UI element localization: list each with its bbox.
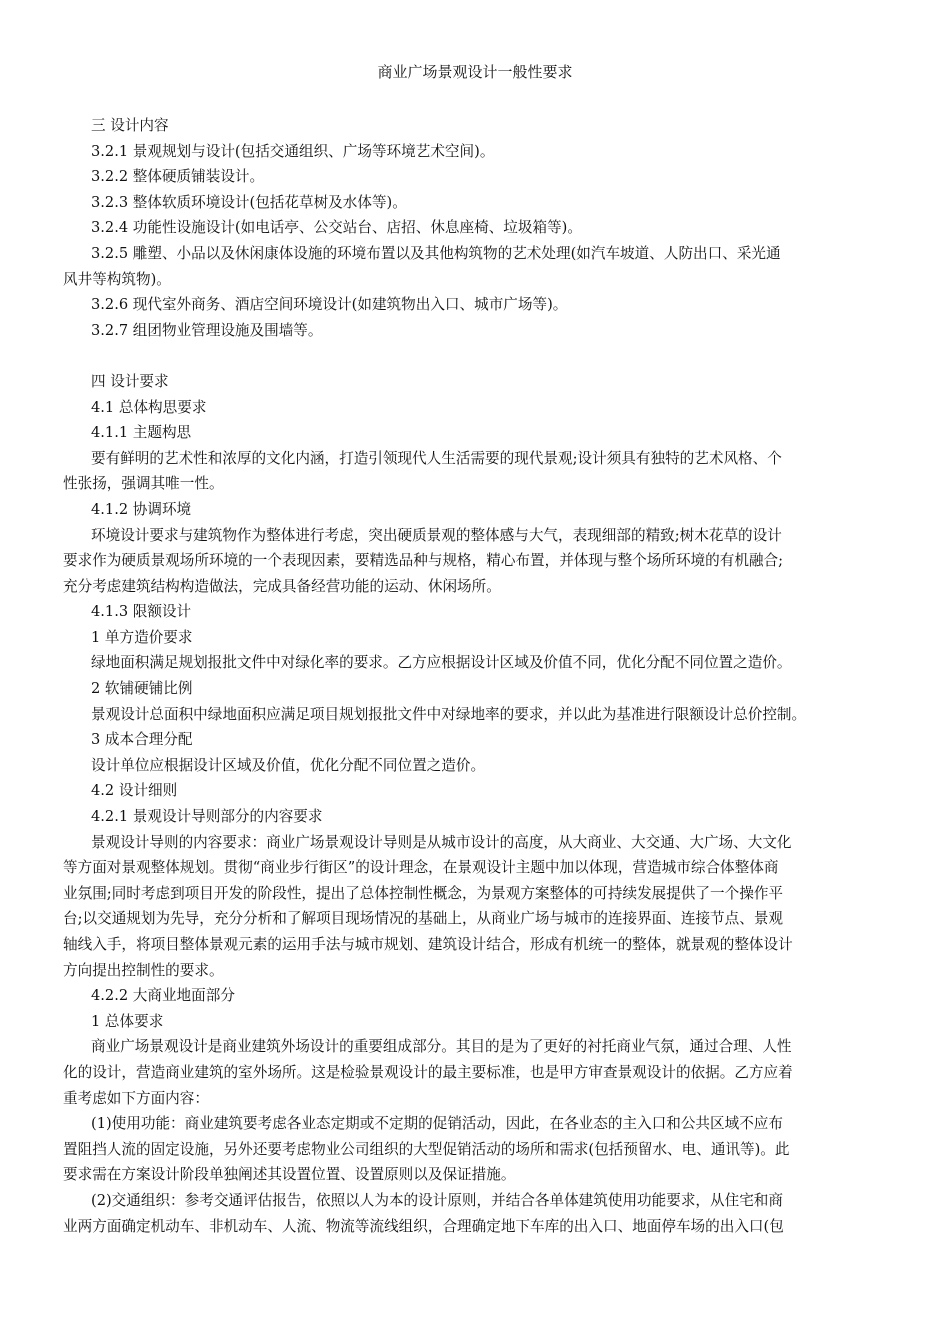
document-title: 商业广场景观设计一般性要求 [377,63,573,81]
numbered-heading: 3 成本合理分配 [91,731,193,749]
list-item: 3.2.3 整体软质环境设计(包括花草树及水体等)。 [91,193,407,211]
paragraph-continuation: 要求作为硬质景观场所环境的一个表现因素，要精选品种与规格，精心布置，并体现与整个场所环境的有机融合; [63,552,784,570]
list-item: 3.2.2 整体硬质铺装设计。 [91,168,265,186]
subsection-heading: 4.1 总体构思要求 [91,398,207,416]
list-item: 3.2.7 组团物业管理设施及围墙等。 [91,321,323,339]
paragraph-continuation: 方向提出控制性的要求。 [63,961,224,979]
list-item: 3.2.5 雕塑、小品以及休闲康体设施的环境布置以及其他构筑物的艺术处理(如汽车坡道、人防出口、采光通 [91,244,781,262]
paragraph-continuation: 业氛围;同时考虑到项目开发的阶段性，提出了总体控制性概念，为景观方案整体的可持续发展提供了一个操作平 [63,884,784,902]
subsection-heading: 4.1.1 主题构思 [91,424,192,442]
paragraph-continuation: 要求需在方案设计阶段单独阐述其设置位置、设置原则以及保证措施。 [63,1166,516,1184]
subsection-heading: 4.1.3 限额设计 [91,603,192,621]
paragraph-continuation: 置阻挡人流的固定设施，另外还要考虑物业公司组织的大型促销活动的场所和需求(包括预留水、电、通讯等)。此 [63,1140,790,1158]
list-item: 3.2.6 现代室外商务、酒店空间环境设计(如建筑物出入口、城市广场等)。 [91,296,568,314]
paragraph-line: 绿地面积满足规划报批文件中对绿化率的要求。乙方应根据设计区域及价值不同，优化分配不同位置之造价。 [91,654,792,672]
subsection-heading: 4.2.2 大商业地面部分 [91,987,235,1005]
paragraph-continuation: 性张扬，强调其唯一性。 [63,475,224,493]
paragraph-continuation: 化的设计，营造商业建筑的室外场所。这是检验景观设计的最主要标准，也是甲方审查景观设计的依据。乙方应着 [63,1063,793,1081]
document-body [63,113,891,1239]
paragraph-line: 景观设计导则的内容要求：商业广场景观设计导则是从城市设计的高度，从大商业、大交通、大广场、大文化 [91,833,792,851]
numbered-heading: 2 软铺硬铺比例 [91,680,193,698]
subsection-heading: 4.1.2 协调环境 [91,500,192,518]
paragraph-continuation: 充分考虑建筑结构构造做法，完成具备经营功能的运动、休闲场所。 [63,577,501,595]
paragraph-continuation: 业两方面确定机动车、非机动车、人流、物流等流线组织，合理确定地下车库的出入口、地面停车场的出入口(包 [63,1217,784,1235]
paragraph-continuation: 等方面对景观整体规划。贯彻“商业步行街区”的设计理念，在景观设计主题中加以体现，营造城市综合体整体商 [63,859,779,877]
paragraph-continuation: 台;以交通规划为先导，充分分析和了解项目现场情况的基础上，从商业广场与城市的连接界面、连接节点、景观 [63,910,784,928]
blank-line [91,343,891,369]
subsection-heading: 4.2.1 景观设计导则部分的内容要求 [91,808,323,826]
list-item: 3.2.1 景观规划与设计(包括交通组织、广场等环境艺术空间)。 [91,142,495,160]
paragraph-line: 设计单位应根据设计区域及价值，优化分配不同位置之造价。 [91,756,486,774]
section-heading: 三 设计内容 [91,117,169,134]
paragraph-line: 景观设计总面积中绿地面积应满足项目规划报批文件中对绿地率的要求，并以此为基准进行限额设计总价控制。 [91,705,807,723]
paragraph-line: (1)使用功能：商业建筑要考虑各业态定期或不定期的促销活动，因此，在各业态的主入口和公共区域不应布 [91,1115,783,1133]
paragraph-continuation: 重考虑如下方面内容： [63,1089,209,1107]
numbered-heading: 1 总体要求 [91,1012,164,1030]
section-heading: 四 设计要求 [91,372,169,390]
paragraph-line: 商业广场景观设计是商业建筑外场设计的重要组成部分。其目的是为了更好的衬托商业气氛，通过合理、人性 [91,1038,792,1056]
paragraph-line: 环境设计要求与建筑物作为整体进行考虑，突出硬质景观的整体感与大气，表现细部的精致;树木花草的设计 [91,526,782,544]
paragraph-line: 要有鲜明的艺术性和浓厚的文化内涵，打造引领现代人生活需要的现代景观;设计须具有独特的艺术风格、个 [91,449,782,467]
paragraph-continuation: 风井等构筑物)。 [63,270,171,288]
paragraph-line: (2)交通组织：参考交通评估报告，依照以人为本的设计原则，并结合各单体建筑使用功能要求，从住宅和商 [91,1191,783,1209]
numbered-heading: 1 单方造价要求 [91,628,193,646]
subsection-heading: 4.2 设计细则 [91,782,178,800]
list-item: 3.2.4 功能性设施设计(如电话亭、公交站台、店招、休息座椅、垃圾箱等)。 [91,219,582,237]
paragraph-continuation: 轴线入手，将项目整体景观元素的运用手法与城市规划、建筑设计结合，形成有机统一的整体，就景观的整体设计 [63,936,793,953]
